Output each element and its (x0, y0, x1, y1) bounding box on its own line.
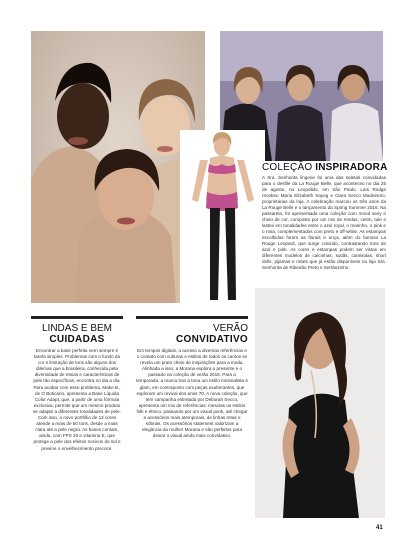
colecao-heading-bold: INSPIRADORA (315, 162, 388, 173)
colecao-article (262, 162, 386, 271)
verao-divider (136, 316, 248, 319)
verao-heading-line2: CONVIDATIVO (175, 334, 248, 345)
lindas-heading-line2: CUIDADAS (49, 334, 105, 345)
campaign-model-photo (255, 288, 385, 518)
page-number: 41 (376, 525, 383, 531)
verao-heading-line1: VERÃO (212, 323, 248, 334)
verao-body: Em tempos digitais, o acesso a diversas referências e o contato com culturas e estilos de todos os cantos se revela um prato cheio de inspirações para a moda. Alinhada a isso, a Morana explora o presente e o passado na coleção de verão 2016. Para a temporada, a marca traz à tona um estilo minimalista e glam, em contraponto com peças exuberantes, que exploram um revival dos anos 70. A nova coleção, que tem campanha estrelada por Deborah Secco, apresenta um mix de referências: mesclas os estilos folk e étnico, passando por um visual punk, até chegar a acessórios mais atemporais, de linhas retas e sóbrias. Os acessórios statement valorizam a elegância da mulher Morana e são perfeitos para deixar o visual ainda mais convidativo. (136, 348, 248, 439)
verao-article (136, 316, 248, 439)
beauty-models-photo (31, 31, 205, 303)
lindas-heading-line1: LINDAS E BEM (41, 323, 113, 334)
lindas-divider (31, 316, 123, 319)
colecao-heading-light: COLEÇÃO (262, 162, 316, 173)
lindas-body: Encontrar a base perfeita nem sempre é tarefa simples. Problemas com o fundo da cor e limitação de tons são alguns dos dilemas que a brasileira, conhecida pela diversidade de etnias e características de pele tão específicas, encontra no dia a dia. Para acabar com esse problema, Make B., de O Boticário, apresenta a Base Líquida Color Adapt, que, a partir de uma fórmula exclusiva, permite que um mesmo produto se adapte a diferentes tonalidades de pele. Com isso, o novo portfólio de 12 cores atende a mais de 50 tons, desde a mais clara até a pele negra. As bases contam, ainda, com FPS 20 e vitamina E, que protege a pele dos efeitos nocivos do sol e previne o envelhecimento precoce. (33, 348, 121, 451)
colecao-body: A Sra. Senhorita lingerie foi uma das seletas convidadas para o desfile da La Rouge Belle, que aconteceu no dia 25 de agosto, no Leopolldo, em São Paulo. Laís Rodge recebeu Maria Elizabeth Sayeg e Clara Secco Madeireiro, proprietárias da loja. A celebração marcou os três anos da La Rouge Belle e o lançamento da Spring Summer 2016. Na passarela, foi apresentada uma coleção com mood sexy e cheio de cor, composto por um mix de rendas, cetim, tule e lastex em tonalidades entre o azul royal, o marinho, o pink e o rosa, complementados com preto e off-white. As estampas escolhidas foram as florais e onça, além do famoso La Rouge Leopard, que surge colorido, contrastando tons de azul e pink. As cores e estampas podem ser vistas em diferentes modelos de calcinhas, sutiãs, camisolas, short dolls, pijamas e robes que já estão disponíveis na loja Sra. Senhorita de Ribeirão Preto e Sertãozinho. (262, 175, 386, 270)
colecao-heading (262, 162, 386, 173)
runway-model-photo (180, 130, 265, 305)
lindas-article (31, 316, 123, 452)
